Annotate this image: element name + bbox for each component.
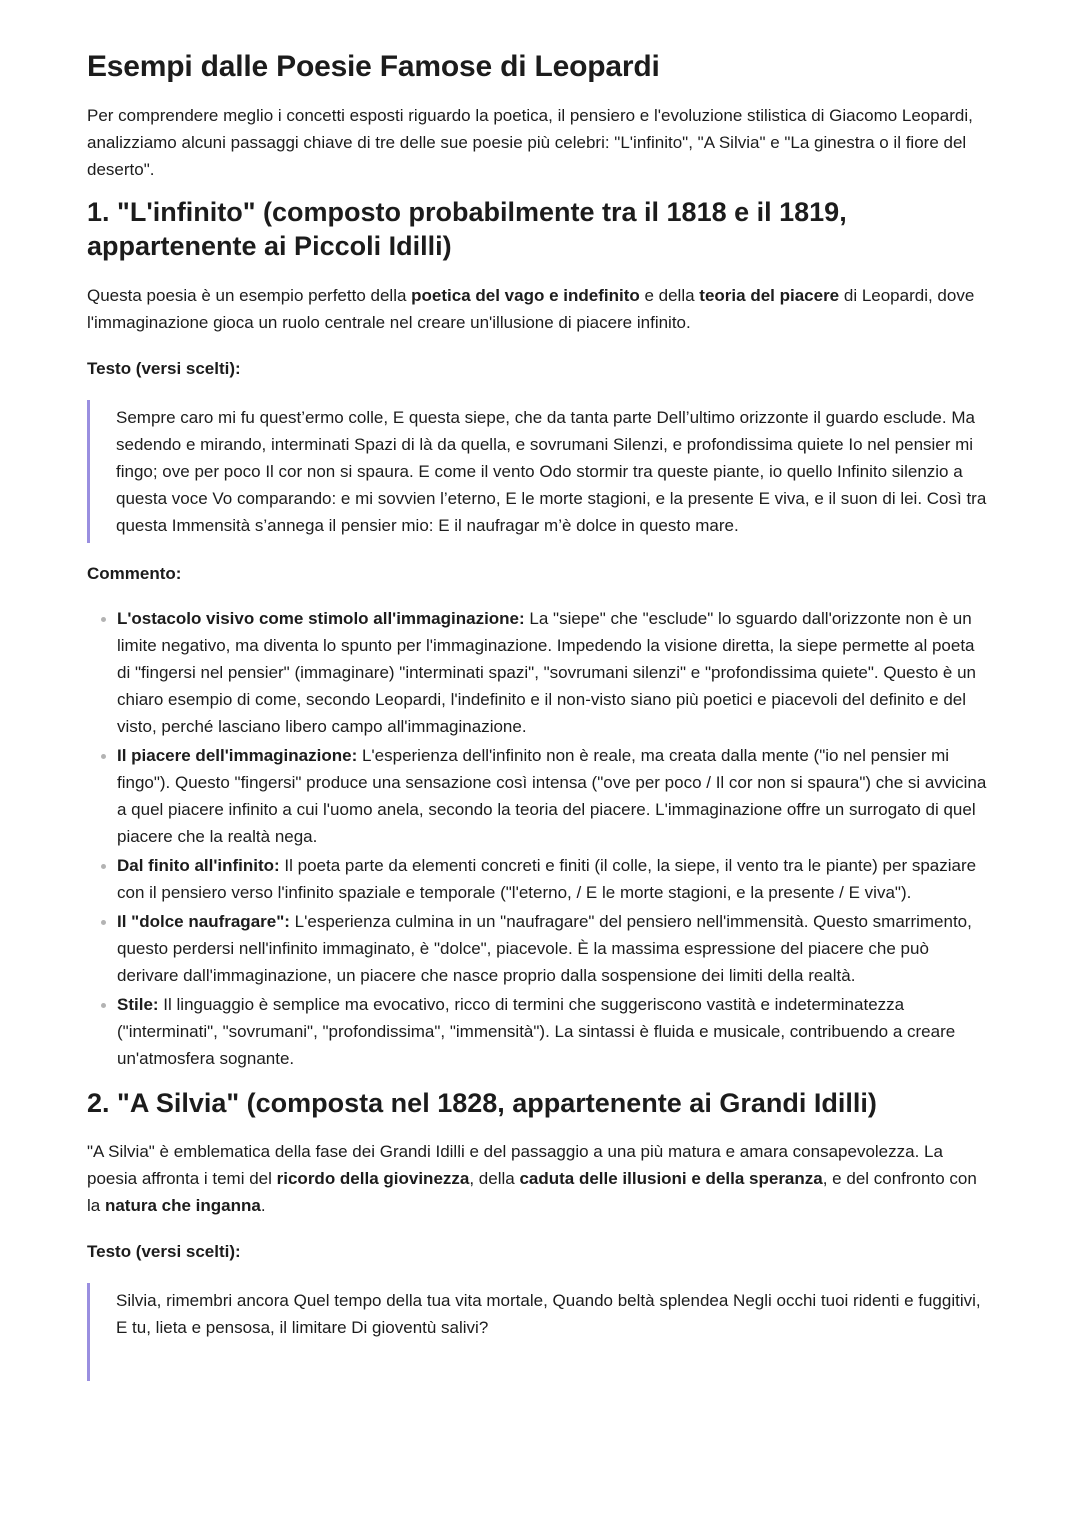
intro-paragraph: Per comprendere meglio i concetti esposti riguardo la poetica, il pensiero e l'evoluzione stilistica di Giacomo Leopardi, analizziamo alcuni passaggi chiave di tre delle sue poesie più celebri: "L'infinito", "A Silvia" e "La ginestra o il fiore del deserto". [87, 106, 973, 179]
section-2-heading: 2. "A Silvia" (composta nel 1828, appartenente ai Grandi Idilli) [87, 1088, 877, 1118]
list-item: L'ostacolo visivo come stimolo all'immaginazione: La "siepe" che "esclude" lo sguardo dall'orizzonte non è un limite negativo, ma diventa lo spunto per l'immaginazione. Impedendo la visione diretta, la siepe permette al poeta di "fingersi nel pensier" (immaginare) "interminati spazi", "sovrumani silenzi" e "profondissima quiete". Questo è un chiaro esempio di come, secondo Leopardi, l'indefinito e il non-visto siano più poetici e piacevoli del definito e del visto, perché lasciano libero campo all'immaginazione. [117, 605, 992, 740]
page-title: Esempi dalle Poesie Famose di Leopardi [87, 50, 660, 83]
section-1-quote: Sempre caro mi fu quest’ermo colle, E questa siepe, che da tanta parte Dell’ultimo orizzonte il guardo esclude. Ma sedendo e mirando, interminati Spazi di là da quella, e sovrumani Silenzi, e profondissima quiete Io nel pensier mi fingo; ove per poco Il cor non si spaura. E come il vento Odo stormir tra queste piante, io quello Infinito silenzio a questa voce Vo comparando: e mi sovvien l’eterno, E le morte stagioni, e la presente E viva, e il suon di lei. Così tra questa Immensità s’annega il pensier mio: E il naufragar m’è dolce in questo mare. [87, 400, 992, 543]
section-1-text-label: Testo (versi scelti): [87, 359, 241, 378]
section-2-text-label: Testo (versi scelti): [87, 1242, 241, 1261]
list-item: Dal finito all'infinito: Il poeta parte da elementi concreti e finiti (il colle, la siepe, il vento tra le piante) per spaziare con il pensiero verso l'infinito spaziale e temporale ("l'eterno, / E le morte stagioni, e la presente / E viva"). [117, 852, 992, 906]
section-2-quote: Silvia, rimembri ancora Quel tempo della tua vita mortale, Quando beltà splendea Negli occhi tuoi ridenti e fuggitivi, E tu, lieta e pensosa, il limitare Di gioventù salivi? [87, 1283, 992, 1381]
list-item: Stile: Il linguaggio è semplice ma evocativo, ricco di termini che suggeriscono vastità e indeterminatezza ("interminati", "sovrumani", "profondissima", "immensità"). La sintassi è fluida e musicale, contribuendo a creare un'atmosfera sognante. [117, 991, 992, 1072]
list-item: Il "dolce naufragare": L'esperienza culmina in un "naufragare" del pensiero nell'immensità. Questo smarrimento, questo perdersi nell'infinito immaginato, è "dolce", piacevole. È la massima espressione del piacere che può derivare dall'immaginazione, un piacere che nasce proprio dalla sospensione dei limiti della realtà. [117, 908, 992, 989]
comment-label: Commento: [87, 564, 182, 583]
list-item: Il piacere dell'immaginazione: L'esperienza dell'infinito non è reale, ma creata dalla mente ("io nel pensier mi fingo"). Questo "fingersi" produce una sensazione così intensa ("ove per poco / Il cor non si spaura") che si avvicina a quel piacere infinito a cui l'uomo anela, secondo la teoria del piacere. L'immaginazione offre un surrogato di quel piacere che la realtà nega. [117, 742, 992, 850]
section-1-heading: 1. "L'infinito" (composto probabilmente tra il 1818 e il 1819, appartenente ai Piccoli Idilli) [87, 197, 847, 261]
comment-list [87, 605, 992, 1072]
section-1-description: Questa poesia è un esempio perfetto della poetica del vago e indefinito e della teoria del piacere di Leopardi, dove l'immaginazione gioca un ruolo centrale nel creare un'illusione di piacere infinito. [87, 286, 975, 332]
section-2-description: "A Silvia" è emblematica della fase dei Grandi Idilli e del passaggio a una più matura e amara consapevolezza. La poesia affronta i temi del ricordo della giovinezza, della caduta delle illusioni e della speranza, e del confronto con la natura che inganna. [87, 1142, 977, 1215]
